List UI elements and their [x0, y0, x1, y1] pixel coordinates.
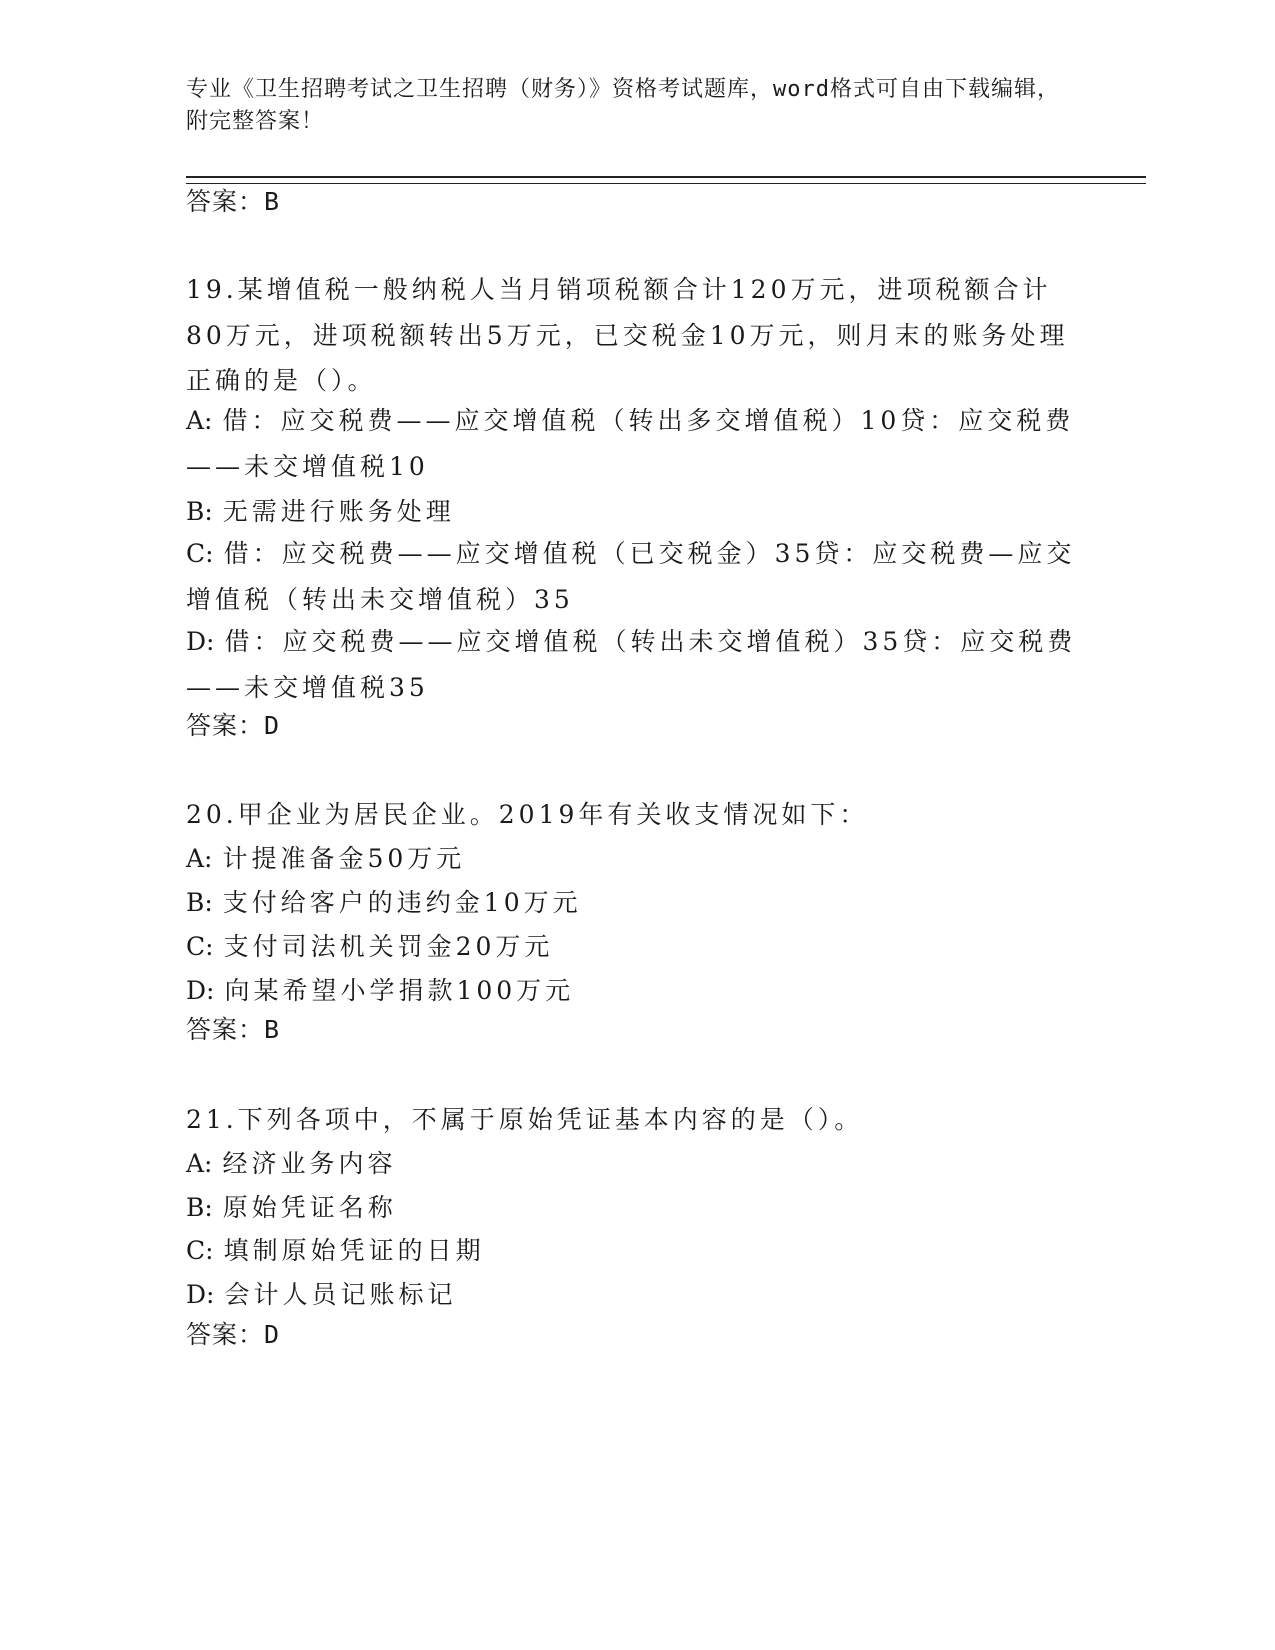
option-text: 计提准备金50万元	[222, 844, 466, 873]
question-21-answer: 答案：D	[186, 1320, 281, 1349]
option-text: 填制原始凭证的日期	[223, 1236, 485, 1265]
question-21-option-a	[186, 1141, 1086, 1187]
option-key: D:	[186, 627, 215, 656]
question-20-option-d	[186, 968, 1086, 1014]
option-text: 向某希望小学捐款100万元	[224, 976, 575, 1005]
document-header: 专业《卫生招聘考试之卫生招聘（财务）》资格考试题库，word格式可自由下载编辑，附完整答案！	[186, 77, 1060, 134]
question-19-option-d	[186, 619, 1086, 710]
option-text: 会计人员记账标记	[224, 1280, 457, 1309]
question-19-stem: 19.某增值税一般纳税人当月销项税额合计120万元，进项税额合计80万元，进项税额转出5万元，已交税金10万元，则月末的账务处理正确的是（）。	[186, 275, 1069, 395]
question-21-option-c	[186, 1228, 1086, 1274]
option-text: 经济业务内容	[222, 1149, 397, 1178]
question-19-option-c	[186, 531, 1086, 622]
question-20-stem: 20.甲企业为居民企业。2019年有关收支情况如下：	[186, 800, 869, 829]
question-20-option-b	[186, 880, 1086, 926]
option-text: 借：应交税费——应交增值税（转出多交增值税）10贷：应交税费——未交增值税10	[186, 406, 1075, 481]
option-key: C:	[186, 539, 214, 568]
question-21-option-b	[186, 1185, 1086, 1231]
option-text: 支付司法机关罚金20万元	[223, 932, 554, 961]
option-key: C:	[186, 932, 214, 961]
option-key: D:	[186, 976, 215, 1005]
option-key: C:	[186, 1236, 214, 1265]
option-text: 支付给客户的违约金10万元	[222, 888, 582, 917]
previous-answer: 答案：B	[186, 187, 281, 216]
option-key: B:	[186, 497, 213, 526]
question-19-answer: 答案：D	[186, 711, 281, 740]
option-text: 借：应交税费——应交增值税（转出未交增值税）35贷：应交税费——未交增值税35	[186, 627, 1077, 702]
header-divider	[186, 176, 1146, 184]
option-key: A:	[186, 1149, 213, 1178]
question-20-option-a	[186, 836, 1086, 882]
option-text: 无需进行账务处理	[222, 497, 455, 526]
question-19-option-a	[186, 398, 1086, 489]
question-20-answer: 答案：B	[186, 1015, 281, 1044]
question-21-option-d	[186, 1272, 1086, 1318]
option-key: D:	[186, 1280, 215, 1309]
question-21-stem: 21.下列各项中，不属于原始凭证基本内容的是（）。	[186, 1105, 864, 1134]
option-key: A:	[186, 406, 213, 435]
option-text: 原始凭证名称	[222, 1193, 397, 1222]
option-key: A:	[186, 844, 213, 873]
option-key: B:	[186, 1193, 213, 1222]
option-key: B:	[186, 888, 213, 917]
option-text: 借：应交税费——应交增值税（已交税金）35贷：应交税费—应交增值税（转出未交增值税）35	[186, 539, 1076, 614]
question-19-option-b	[186, 489, 1086, 535]
question-20-option-c	[186, 924, 1086, 970]
